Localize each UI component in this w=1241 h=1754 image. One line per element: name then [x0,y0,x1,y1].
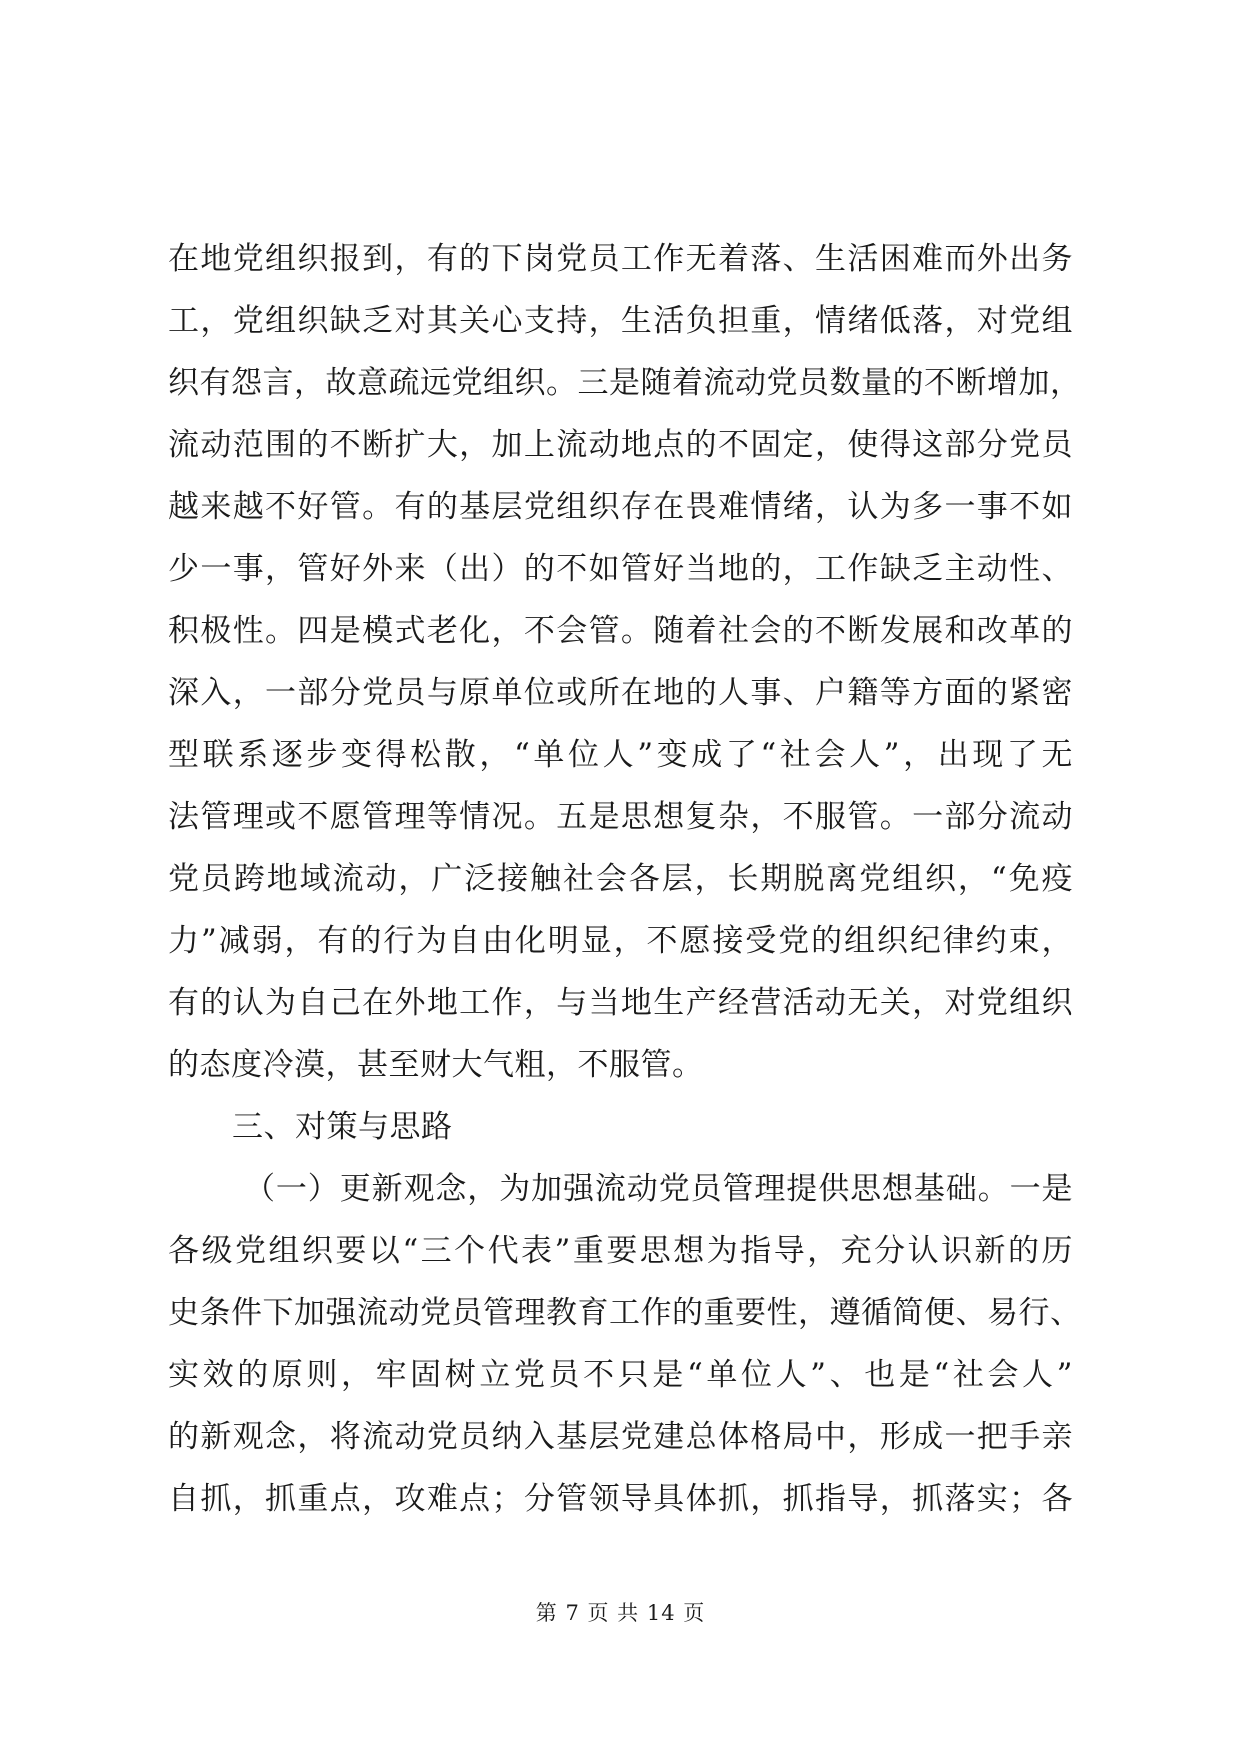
body-line: 实效的原则，牢固树立党员不只是“单位人”、也是“社会人” [168,1357,1073,1393]
body-line: 自抓，抓重点，攻难点；分管领导具体抓，抓指导，抓落实；各 [168,1481,1073,1517]
body-line: 的新观念，将流动党员纳入基层党建总体格局中，形成一把手亲 [168,1419,1073,1455]
body-line: 织有怨言，故意疏远党组织。三是随着流动党员数量的不断增加， [168,365,1082,401]
page-footer: 第 7 页 共 14 页 [535,1601,706,1625]
document-body [168,228,1082,1530]
body-line: 法管理或不愿管理等情况。五是思想复杂，不服管。一部分流动 [168,799,1073,835]
body-line: 在地党组织报到，有的下岗党员工作无着落、生活困难而外出务 [168,241,1073,277]
body-line: 工，党组织缺乏对其关心支持，生活负担重，情绪低落，对党组 [168,303,1073,339]
body-line: 党员跨地域流动，广泛接触社会各层，长期脱离党组织，“免疫 [168,861,1073,897]
body-line: 有的认为自己在外地工作，与当地生产经营活动无关，对党组织 [168,985,1073,1021]
body-line: 各级党组织要以“三个代表”重要思想为指导，充分认识新的历 [168,1233,1073,1269]
section-heading: 三、对策与思路 [232,1109,453,1145]
body-line: 型联系逐步变得松散，“单位人”变成了“社会人”，出现了无 [168,737,1073,773]
body-line: 积极性。四是模式老化，不会管。随着社会的不断发展和改革的 [168,613,1073,649]
body-line: 流动范围的不断扩大，加上流动地点的不固定，使得这部分党员 [168,427,1073,463]
body-line: 少一事，管好外来（出）的不如管好当地的，工作缺乏主动性、 [168,551,1073,587]
body-line: 的态度冷漠，甚至财大气粗，不服管。 [168,1047,704,1083]
paragraph-first-line: （一）更新观念，为加强流动党员管理提供思想基础。一是 [244,1171,1073,1207]
body-line: 史条件下加强流动党员管理教育工作的重要性，遵循简便、易行、 [168,1295,1082,1331]
body-line: 力”减弱，有的行为自由化明显，不愿接受党的组织纪律约束， [168,923,1073,959]
body-line: 越来越不好管。有的基层党组织存在畏难情绪，认为多一事不如 [168,489,1073,525]
body-line: 深入，一部分党员与原单位或所在地的人事、户籍等方面的紧密 [168,675,1073,711]
